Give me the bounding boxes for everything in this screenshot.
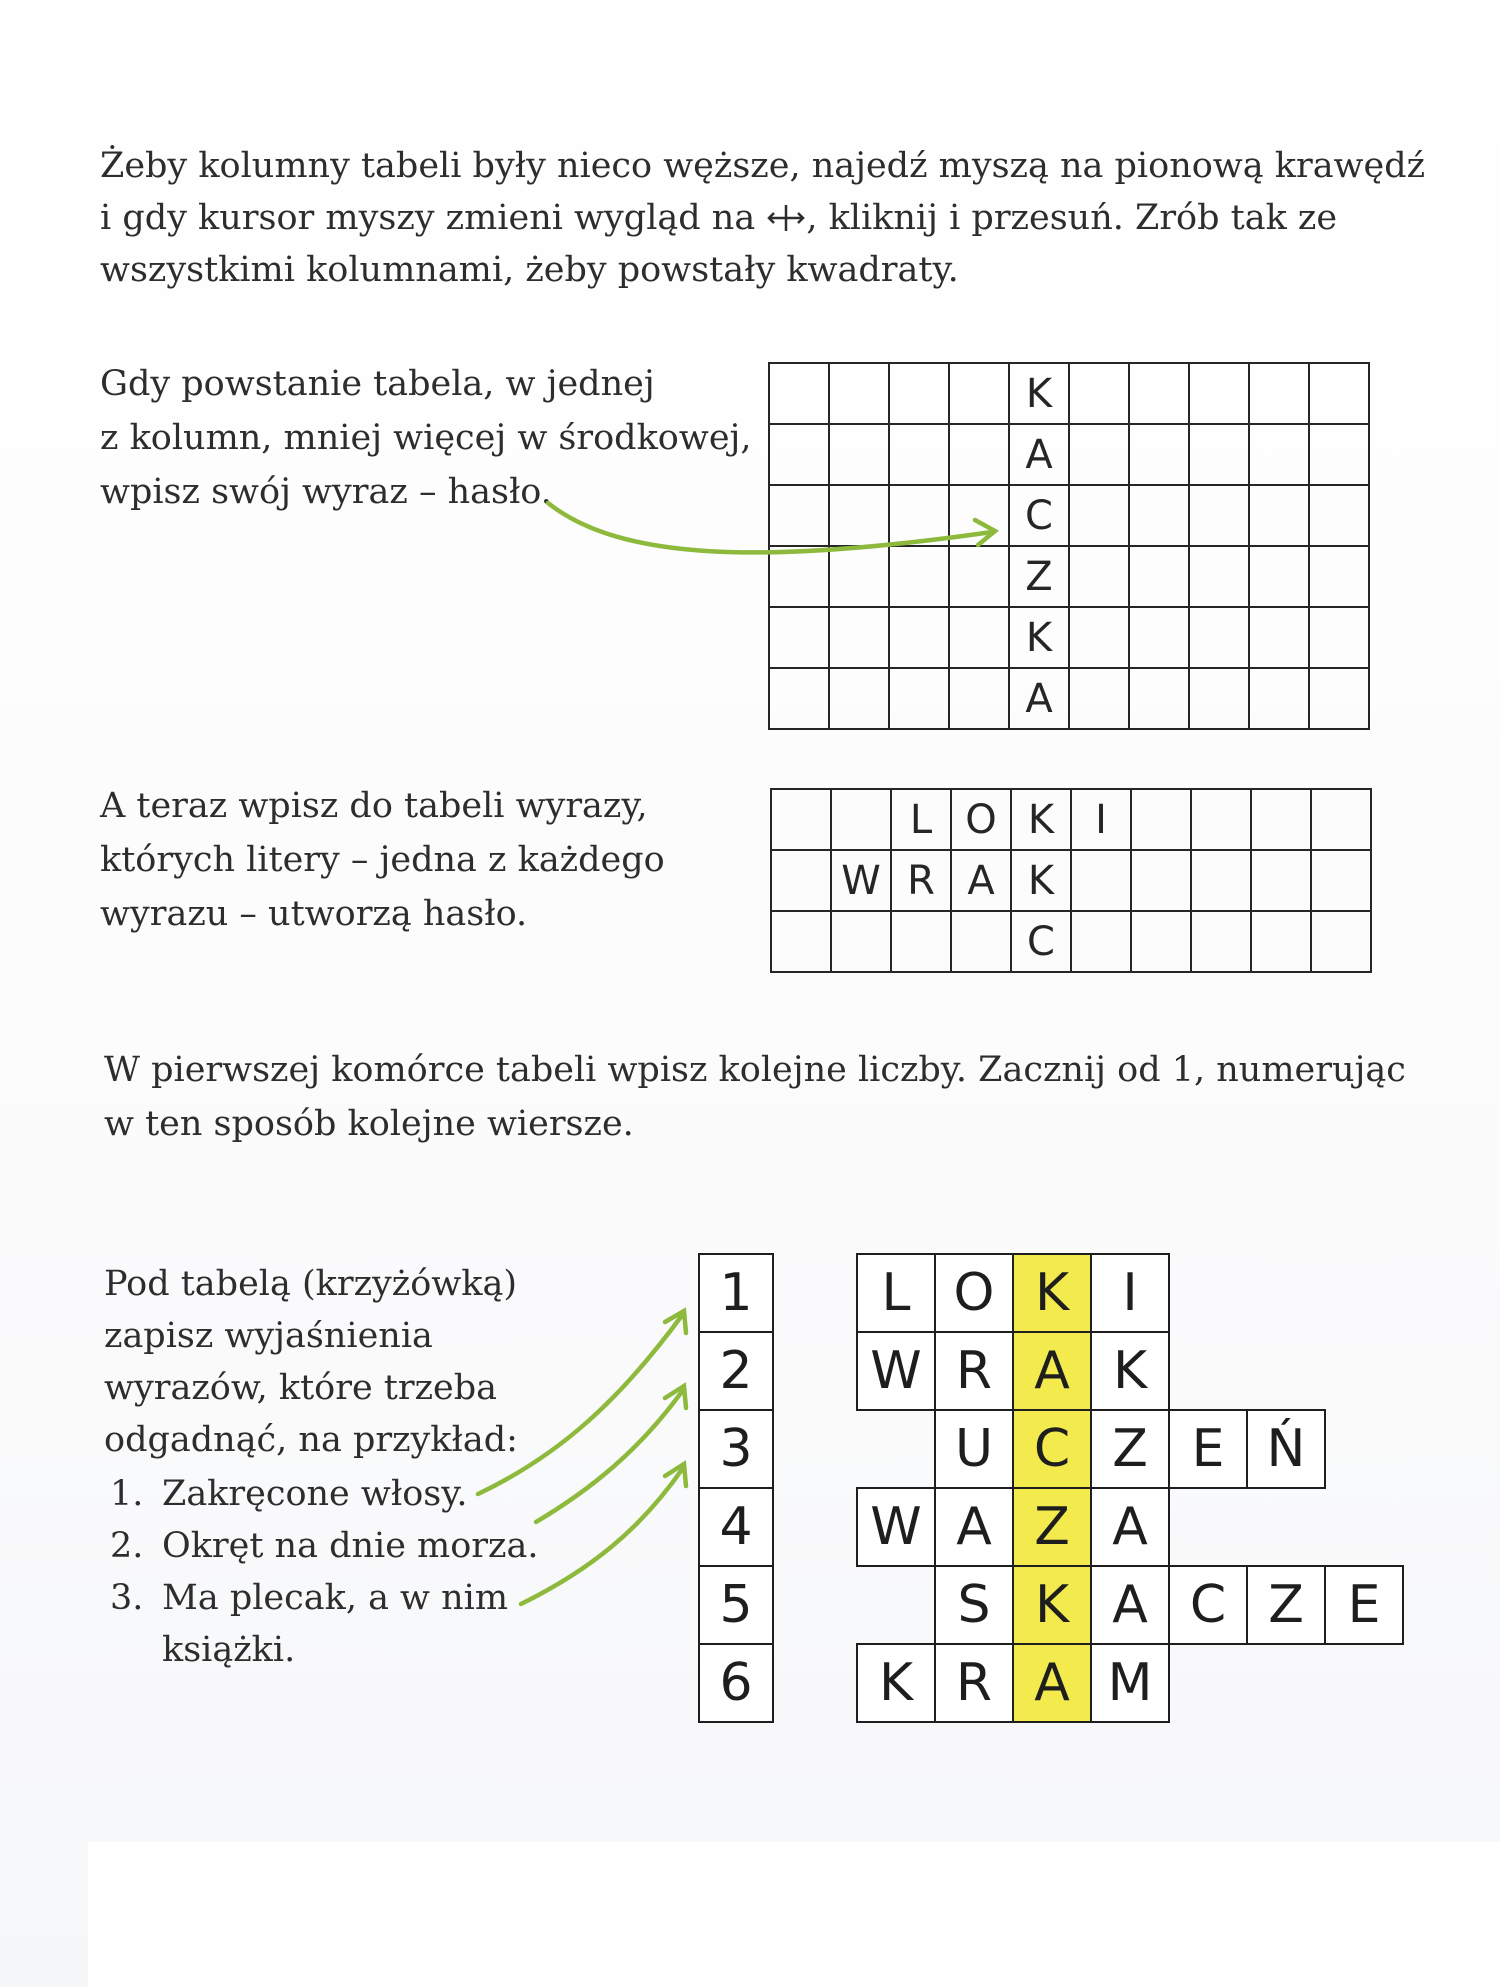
grid1-cell (1189, 607, 1249, 668)
grid2-cell (1191, 850, 1251, 911)
crossword-key-cell: A (1012, 1643, 1092, 1723)
step1-line-2: z kolumn, mniej więcej w środkowej, (100, 418, 752, 458)
crossword-cell: W (856, 1331, 936, 1411)
grid1-cell (949, 424, 1009, 485)
crossword-cell: W (856, 1487, 936, 1567)
grid1-cell: A (1009, 424, 1069, 485)
grid1-cell (1309, 607, 1369, 668)
grid1-cell: A (1009, 668, 1069, 729)
grid1-cell (1189, 424, 1249, 485)
grid1-cell (889, 485, 949, 546)
grid1-cell (1069, 485, 1129, 546)
grid2-cell (1311, 789, 1371, 850)
crossword-cell: K (1090, 1331, 1170, 1411)
crossword-key-cell: Z (1012, 1487, 1092, 1567)
grid1-cell (1189, 363, 1249, 424)
grid1-cell (829, 485, 889, 546)
number-cell: 2 (698, 1331, 774, 1411)
step3-line-2: w ten sposób kolejne wiersze. (104, 1104, 634, 1144)
grid1-cell (1249, 424, 1309, 485)
grid1-cell (1129, 546, 1189, 607)
grid1-cell (1069, 363, 1129, 424)
grid1-cell (1309, 546, 1369, 607)
grid1-cell (829, 668, 889, 729)
grid2-cell (831, 911, 891, 972)
grid1-cell (829, 607, 889, 668)
crossword-cell: Z (1090, 1409, 1170, 1489)
grid1-cell (1069, 607, 1129, 668)
crossword-cell: E (1324, 1565, 1404, 1645)
clue-number: 2. (110, 1526, 144, 1566)
grid2-cell (1311, 850, 1371, 911)
grid1-cell (1069, 668, 1129, 729)
grid2-row (771, 789, 1371, 850)
clue-number: 1. (110, 1474, 144, 1514)
grid2-cell (831, 789, 891, 850)
grid1-cell (1249, 668, 1309, 729)
grid2-cell (1191, 911, 1251, 972)
blank-footer-area (88, 1842, 1500, 1987)
grid1-row (769, 485, 1369, 546)
grid1-cell (1249, 485, 1309, 546)
grid1-cell (1309, 485, 1369, 546)
clue-item (104, 1520, 538, 1572)
crossword-cell: U (934, 1409, 1014, 1489)
crossword-cell: A (934, 1487, 1014, 1567)
grid1-cell (1309, 363, 1369, 424)
grid2-cell (1311, 911, 1371, 972)
grid2-cell: C (1011, 911, 1071, 972)
step4-line-1: Pod tabelą (krzyżówką) (104, 1264, 517, 1304)
step2-line-1: A teraz wpisz do tabeli wyrazy, (100, 786, 648, 826)
grid1-cell (949, 546, 1009, 607)
crossword-key-cell: C (1012, 1409, 1092, 1489)
grid1-cell: K (1009, 363, 1069, 424)
grid1-row (769, 546, 1369, 607)
grid2-cell (1251, 850, 1311, 911)
grid1-cell (1189, 546, 1249, 607)
crossword-cell: R (934, 1643, 1014, 1723)
step1-line-3: wpisz swój wyraz – hasło. (100, 472, 552, 512)
grid1-row (769, 424, 1369, 485)
crossword-cell: A (1090, 1565, 1170, 1645)
grid1-cell (829, 363, 889, 424)
crossword-cell: E (1168, 1409, 1248, 1489)
grid1-row (769, 668, 1369, 729)
grid1-cell (1249, 363, 1309, 424)
number-cell: 6 (698, 1643, 774, 1723)
clue-item (104, 1572, 538, 1624)
grid1-cell (1129, 424, 1189, 485)
crossword-cell: A (1090, 1487, 1170, 1567)
grid1-cell (769, 607, 829, 668)
grid1-cell (769, 363, 829, 424)
step4-line-3: wyrazów, które trzeba (104, 1368, 498, 1408)
crossword-cell: I (1090, 1253, 1170, 1333)
grid2-row (771, 850, 1371, 911)
grid1-cell (1069, 424, 1129, 485)
clue-item (104, 1468, 538, 1520)
step2-line-2: których litery – jedna z każdego (100, 840, 665, 880)
intro-line-2 (100, 192, 1337, 244)
grid1-cell (889, 546, 949, 607)
crossword-cell: M (1090, 1643, 1170, 1723)
grid2-cell (1131, 911, 1191, 972)
grid2-cell (771, 850, 831, 911)
grid2-cell (1071, 850, 1131, 911)
crossword-key-cell: K (1012, 1253, 1092, 1333)
crossword-cell: O (934, 1253, 1014, 1333)
crossword-cell: S (934, 1565, 1014, 1645)
grid1-cell (769, 485, 829, 546)
grid1-cell (1129, 668, 1189, 729)
number-cell: 1 (698, 1253, 774, 1333)
grid1-cell: K (1009, 607, 1069, 668)
crossword-key-cell: K (1012, 1565, 1092, 1645)
grid2-row (771, 911, 1371, 972)
grid2-cell (1191, 789, 1251, 850)
grid1-cell (1249, 546, 1309, 607)
grid2-cell (771, 789, 831, 850)
number-cell: 5 (698, 1565, 774, 1645)
grid1-cell (1309, 668, 1369, 729)
grid1-cell (1069, 546, 1129, 607)
grid1-cell (889, 607, 949, 668)
grid1-cell (1129, 607, 1189, 668)
grid1-cell (949, 607, 1009, 668)
step4-line-4: odgadnąć, na przykład: (104, 1420, 518, 1460)
grid1-cell (949, 363, 1009, 424)
grid1-cell (769, 668, 829, 729)
intro-line-2-before: i gdy kursor myszy zmieni wygląd na (100, 198, 767, 238)
grid2-cell: L (891, 789, 951, 850)
crossword-cell: K (856, 1643, 936, 1723)
grid1-cell (829, 546, 889, 607)
grid2-cell: R (891, 850, 951, 911)
grid2-cell (1251, 911, 1311, 972)
grid1-cell (1129, 485, 1189, 546)
number-cell: 3 (698, 1409, 774, 1489)
crossword-cell: R (934, 1331, 1014, 1411)
grid1-cell (949, 485, 1009, 546)
clue-list (104, 1468, 538, 1624)
grid1-cell (1249, 607, 1309, 668)
grid2-cell (1131, 789, 1191, 850)
grid2-cell (1131, 850, 1191, 911)
grid2-cell (951, 911, 1011, 972)
intro-line-1: Żeby kolumny tabeli były nieco węższe, najedź myszą na pionową krawędź (100, 146, 1426, 186)
grid1-cell: C (1009, 485, 1069, 546)
intro-line-3: wszystkimi kolumnami, żeby powstały kwadraty. (100, 250, 959, 290)
clue-text: Okręt na dnie morza. (162, 1526, 539, 1566)
step2-line-3: wyrazu – utworzą hasło. (100, 894, 528, 934)
crossword-key-cell: A (1012, 1331, 1092, 1411)
grid1-row (769, 607, 1369, 668)
crossword-cell: L (856, 1253, 936, 1333)
grid2-cell: K (1011, 789, 1071, 850)
step4-line-2: zapisz wyjaśnienia (104, 1316, 433, 1356)
number-cell: 4 (698, 1487, 774, 1567)
grid1-cell (889, 363, 949, 424)
grid2-cell: W (831, 850, 891, 911)
intro-line-2-after: , kliknij i przesuń. Zrób tak ze (806, 198, 1338, 238)
clue-text: Ma plecak, a w nim (162, 1578, 509, 1618)
grid1-cell (1309, 424, 1369, 485)
step3-line-1: W pierwszej komórce tabeli wpisz kolejne liczby. Zacznij od 1, numerując (104, 1050, 1406, 1090)
grid1-cell (1189, 668, 1249, 729)
clue-text: Zakręcone włosy. (162, 1474, 468, 1514)
grid2-cell (1071, 911, 1131, 972)
crossword-cell: Ń (1246, 1409, 1326, 1489)
word-grid-partial (770, 788, 1372, 973)
grid1-cell (889, 668, 949, 729)
grid2-cell: K (1011, 850, 1071, 911)
clue-number: 3. (110, 1578, 144, 1618)
resize-column-cursor-icon (766, 196, 806, 226)
grid1-cell (769, 546, 829, 607)
grid2-cell: A (951, 850, 1011, 911)
clue-3-continuation: książki. (162, 1630, 296, 1670)
grid2-cell: I (1071, 789, 1131, 850)
crossword-cell: C (1168, 1565, 1248, 1645)
grid1-row (769, 363, 1369, 424)
grid1-cell (829, 424, 889, 485)
grid1-cell (1189, 485, 1249, 546)
grid2-cell (1251, 789, 1311, 850)
grid1-cell (889, 424, 949, 485)
grid1-cell: Z (1009, 546, 1069, 607)
grid2-cell (771, 911, 831, 972)
step1-line-1: Gdy powstanie tabela, w jednej (100, 364, 655, 404)
grid1-cell (769, 424, 829, 485)
grid1-cell (949, 668, 1009, 729)
crossword-cell: Z (1246, 1565, 1326, 1645)
grid2-cell (891, 911, 951, 972)
grid1-cell (1129, 363, 1189, 424)
word-grid-kaczka (768, 362, 1370, 730)
grid2-cell: O (951, 789, 1011, 850)
